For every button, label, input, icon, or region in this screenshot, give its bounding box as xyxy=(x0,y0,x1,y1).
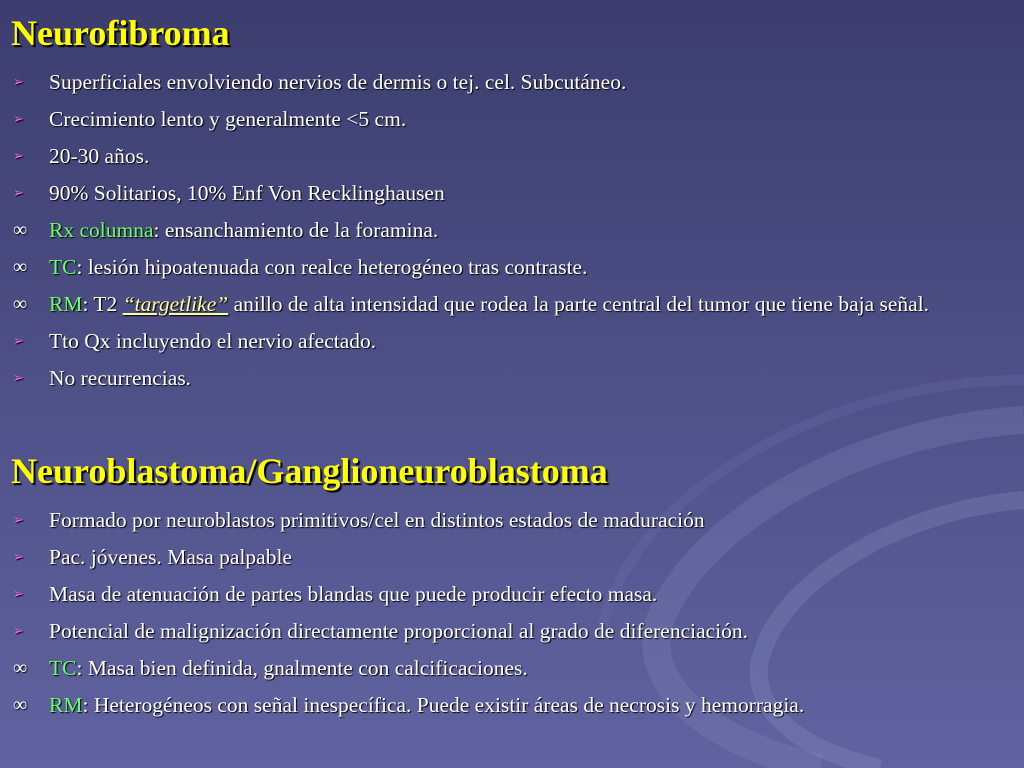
arrow-bullet-icon: ➢ xyxy=(13,74,24,89)
list-item: ➢ Pac. jóvenes. Masa palpable xyxy=(0,542,1024,572)
arrow-bullet-icon: ➢ xyxy=(13,111,24,126)
arrow-bullet-icon: ➢ xyxy=(13,370,24,385)
list-item: ∞ TC: lesión hipoatenuada con realce heterogéneo tras contraste. xyxy=(0,252,1024,282)
infinity-bullet-icon: ∞ xyxy=(13,219,28,241)
list-item: ➢ 90% Solitarios, 10% Enf Von Recklinghausen xyxy=(0,178,1024,208)
neurofibroma-list xyxy=(0,67,1024,393)
infinity-bullet-icon: ∞ xyxy=(13,694,28,716)
arrow-bullet-icon: ➢ xyxy=(13,185,24,200)
section-title-neuroblastoma: Neuroblastoma/Ganglioneuroblastoma xyxy=(11,451,608,491)
list-item: ∞ RM: Heterogéneos con señal inespecífica. Puede existir áreas de necrosis y hemorragia. xyxy=(0,690,1024,720)
neuroblastoma-list xyxy=(0,505,1024,720)
list-item: ➢ No recurrencias. xyxy=(0,363,1024,393)
arrow-bullet-icon: ➢ xyxy=(13,623,24,638)
infinity-bullet-icon: ∞ xyxy=(13,256,28,278)
arrow-bullet-icon: ➢ xyxy=(13,333,24,348)
list-item: ➢ Formado por neuroblastos primitivos/cel en distintos estados de maduración xyxy=(0,505,1024,535)
arrow-bullet-icon: ➢ xyxy=(13,512,24,527)
keyword: RM xyxy=(49,292,83,316)
list-item: ∞ TC: Masa bien definida, gnalmente con calcificaciones. xyxy=(0,653,1024,683)
list-item: ∞ RM: T2 “targetlike” anillo de alta intensidad que rodea la parte central del tumor que tiene baja señal. xyxy=(0,289,1024,319)
section-title-neurofibroma: Neurofibroma xyxy=(11,13,230,53)
arrow-bullet-icon: ➢ xyxy=(13,549,24,564)
infinity-bullet-icon: ∞ xyxy=(13,657,28,679)
list-item: ➢ Masa de atenuación de partes blandas que puede producir efecto masa. xyxy=(0,579,1024,609)
list-item: ➢ Superficiales envolviendo nervios de dermis o tej. cel. Subcutáneo. xyxy=(0,67,1024,97)
targetlike-link[interactable]: “targetlike” xyxy=(122,292,229,316)
list-item: ∞ Rx columna: ensanchamiento de la foramina. xyxy=(0,215,1024,245)
list-item: ➢ 20-30 años. xyxy=(0,141,1024,171)
keyword: TC xyxy=(49,656,77,680)
list-item: ➢ Crecimiento lento y generalmente <5 cm. xyxy=(0,104,1024,134)
keyword: Rx columna xyxy=(49,218,154,242)
arrow-bullet-icon: ➢ xyxy=(13,586,24,601)
list-item: ➢ Potencial de malignización directamente proporcional al grado de diferenciación. xyxy=(0,616,1024,646)
keyword: RM xyxy=(49,693,83,717)
keyword: TC xyxy=(49,255,77,279)
infinity-bullet-icon: ∞ xyxy=(13,293,28,315)
list-item: ➢ Tto Qx incluyendo el nervio afectado. xyxy=(0,326,1024,356)
arrow-bullet-icon: ➢ xyxy=(13,148,24,163)
